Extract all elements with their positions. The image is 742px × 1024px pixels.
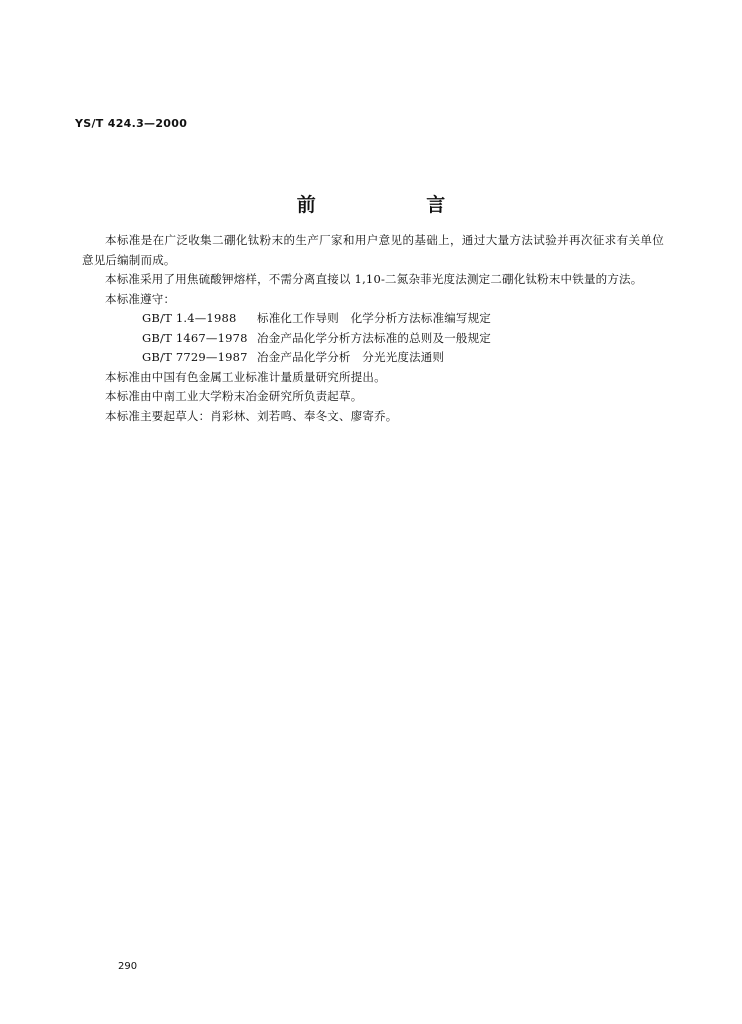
paragraph: 本标准由中国有色金属工业标准计量质量研究所提出。 xyxy=(105,369,386,384)
paragraph: 本标准遵守： xyxy=(105,291,176,306)
paragraph: 本标准主要起草人：肖彩林、刘若鸣、奉冬文、廖寄乔。 xyxy=(105,408,398,423)
reference-code: GB/T 7729—1987 xyxy=(142,350,248,364)
reference-item xyxy=(82,309,664,329)
reference-code: GB/T 1.4—1988 xyxy=(142,311,237,325)
reference-list xyxy=(82,309,664,368)
reference-title: 冶金产品化学分析 分光光度法通则 xyxy=(257,350,445,364)
reference-code: GB/T 1467—1978 xyxy=(142,330,248,345)
paragraph: 本标准由中南工业大学粉末冶金研究所负责起草。 xyxy=(105,389,363,403)
reference-title: 冶金产品化学分析方法标准的总则及一般规定 xyxy=(257,330,491,345)
page-title: 前 言 xyxy=(296,194,498,216)
reference-title: 标准化工作导则 化学分析方法标准编写规定 xyxy=(257,311,491,325)
paragraph: 本标准采用了用焦硫酸钾熔样，不需分离直接以 1,10-二氮杂菲光度法测定二硼化钛粉末中铁量的方法。 xyxy=(105,272,643,286)
standard-code: YS/T 424.3—2000 xyxy=(75,117,188,130)
document-body xyxy=(82,231,664,426)
reference-item xyxy=(82,348,664,368)
page-number: 290 xyxy=(118,961,138,972)
paragraph: 本标准是在广泛收集二硼化钛粉末的生产厂家和用户意见的基础上，通过大量方法试验并再次征求有关单位意见后编制而成。 xyxy=(82,233,664,267)
reference-item xyxy=(82,329,664,349)
